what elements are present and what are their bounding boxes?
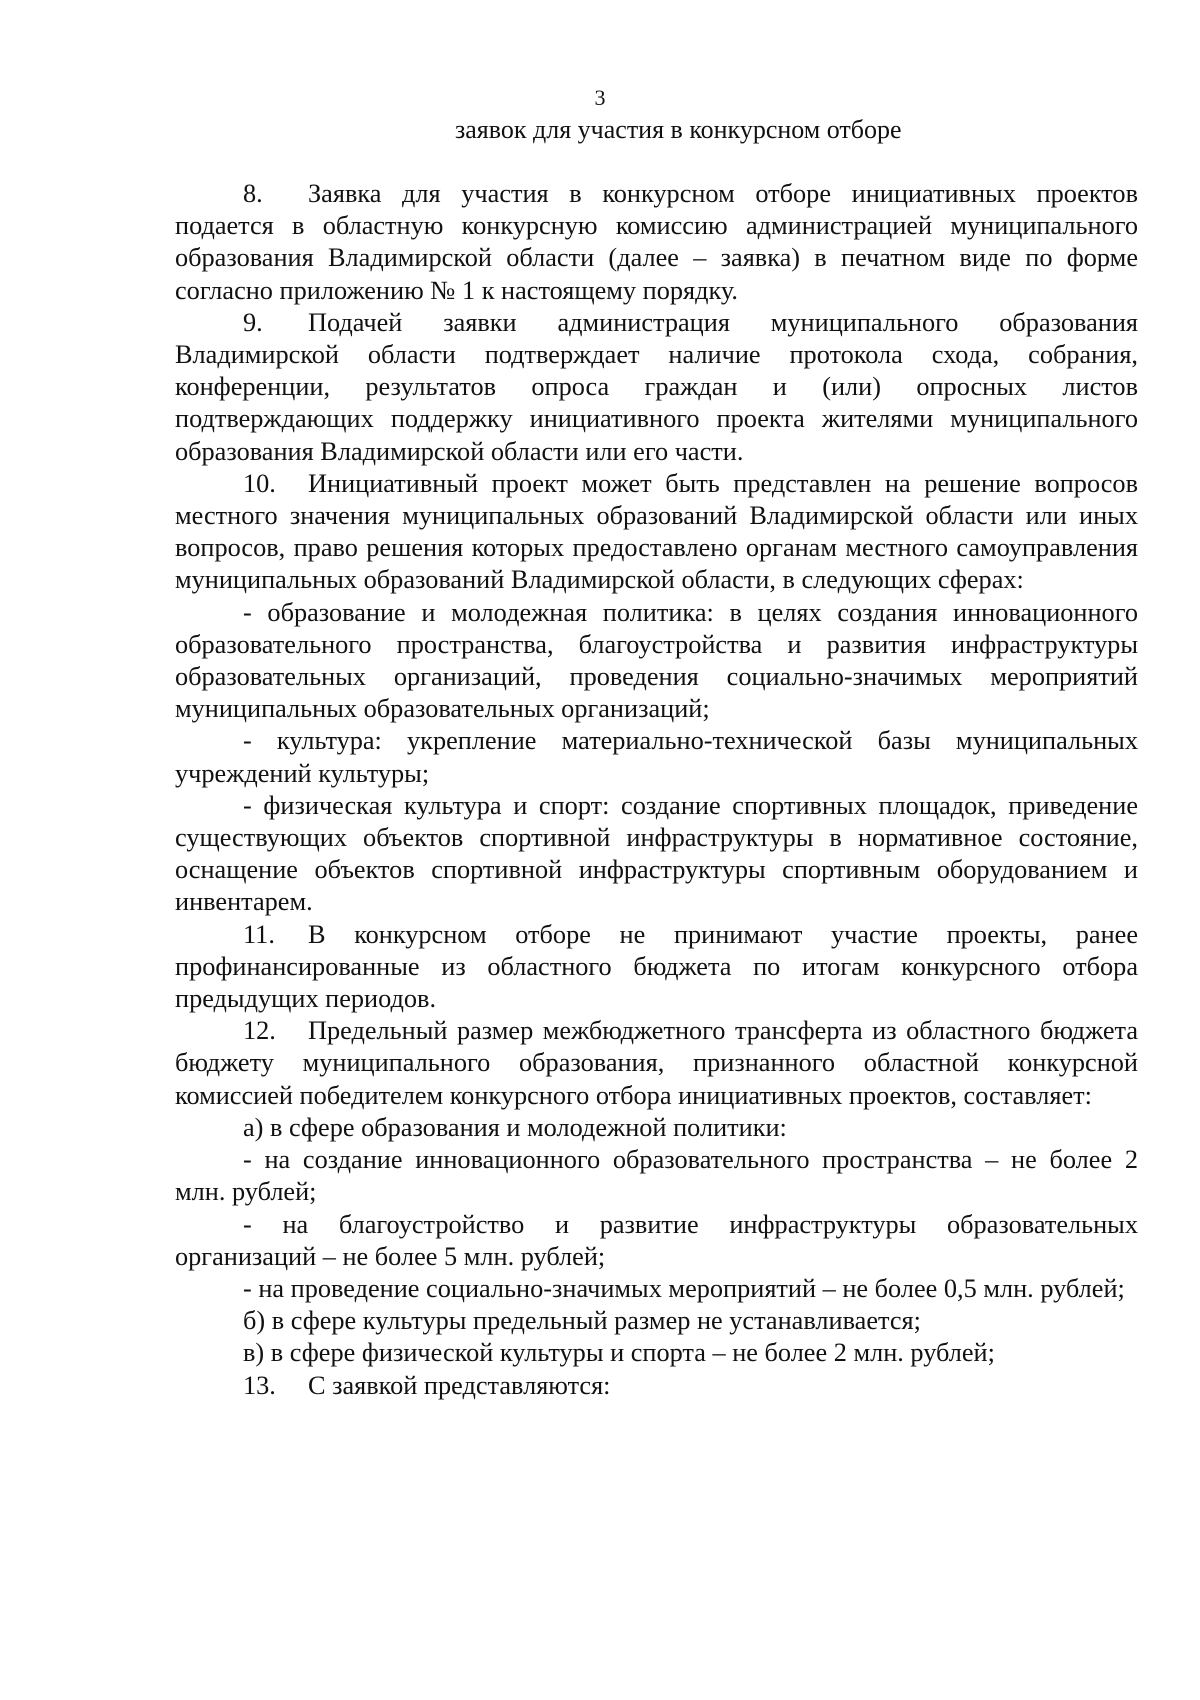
paragraph-13 [175, 1370, 1138, 1402]
paragraph-number: 11. [243, 919, 275, 949]
paragraph-text: - культура: укрепление материально-технической базы муниципальных учреждений культуры; [175, 726, 1138, 788]
paragraph-text: Заявка для участия в конкурсном отборе инициативных проектов подается в областную конкурсную комиссию администрацией муниципального образования Владимирской области (далее – заявка) в печатном виде по форме согласно приложению № 1 к настоящему порядку. [175, 179, 1138, 305]
subitem-a-innovation [175, 1144, 1138, 1208]
paragraph-text: б) в сфере культуры предельный размер не устанавливается; [243, 1306, 921, 1336]
paragraph-number: 9. [243, 307, 263, 337]
paragraph-number: 10. [243, 468, 276, 498]
paragraph-number: 12. [243, 1016, 276, 1046]
paragraph-number: 8. [243, 179, 263, 208]
paragraph-11 [175, 919, 1138, 1016]
paragraph-12 [175, 1015, 1138, 1112]
paragraph-text: В конкурсном отборе не принимают участие проекты, ранее профинансированные из областного бюджета по итогам конкурсного отбора предыдущих периодов. [175, 919, 1138, 1014]
document-body [175, 178, 1138, 1402]
paragraph-8 [175, 178, 1138, 307]
paragraph-10 [175, 468, 1138, 597]
subitem-a-events [175, 1273, 1138, 1305]
paragraph-text: - на проведение социально-значимых мероприятий – не более 0,5 млн. рублей; [243, 1273, 1125, 1303]
page-number: 3 [594, 85, 606, 110]
list-item-sport [175, 790, 1138, 919]
paragraph-text: - на благоустройство и развитие инфраструктуры образовательных организаций – не более 5 млн. рублей; [175, 1209, 1138, 1271]
paragraph-text: Предельный размер межбюджетного трансферта из областного бюджета бюджету муниципального образования, признанного областной конкурсной комиссией победителем конкурсного отбора инициативных проектов, составляет: [175, 1016, 1138, 1110]
paragraph-text: - образование и молодежная политика: в целях создания инновационного образовательного пространства, благоустройства и развития инфраструктуры образовательных организаций, проведения социально-значимых мероприятий муниципальных образовательных организаций; [175, 597, 1138, 724]
subitem-a [175, 1112, 1138, 1144]
paragraph-text: - физическая культура и спорт: создание спортивных площадок, приведение существующих объектов спортивной инфраструктуры в нормативное состояние, оснащение объектов спортивной инфраструктуры спортивным оборудованием и инвентарем. [175, 790, 1138, 917]
list-item-education [175, 597, 1138, 726]
paragraph-text: в) в сфере физической культуры и спорта – не более 2 млн. рублей; [243, 1338, 995, 1368]
paragraph-text: Подачей заявки администрация муниципального образования Владимирской области подтверждает наличие протокола схода, собрания, конференции, результатов опроса граждан и (или) опросных листов подтверждающих поддержку инициативного проекта жителями муниципального образования Владимирской области или его части. [175, 307, 1138, 466]
paragraph-text: - на создание инновационного образовательного пространства – не более 2 млн. рублей; [175, 1145, 1138, 1207]
list-item-culture [175, 725, 1138, 789]
subitem-v [175, 1337, 1138, 1369]
paragraph-text: а) в сфере образования и молодежной политики: [243, 1112, 787, 1142]
paragraph-text: Инициативный проект может быть представлен на решение вопросов местного значения муниципальных образований Владимирской области или иных вопросов, право решения которых предоставлено органам местного самоуправления муниципальных образований Владимирской области, в следующих сферах: [175, 468, 1138, 595]
paragraph-9 [175, 307, 1138, 468]
subitem-b [175, 1305, 1138, 1337]
subitem-a-infrastructure [175, 1209, 1138, 1273]
running-title: заявок для участия в конкурсном отборе [455, 115, 902, 144]
paragraph-text: С заявкой представляются: [308, 1370, 611, 1400]
paragraph-number: 13. [243, 1370, 276, 1400]
